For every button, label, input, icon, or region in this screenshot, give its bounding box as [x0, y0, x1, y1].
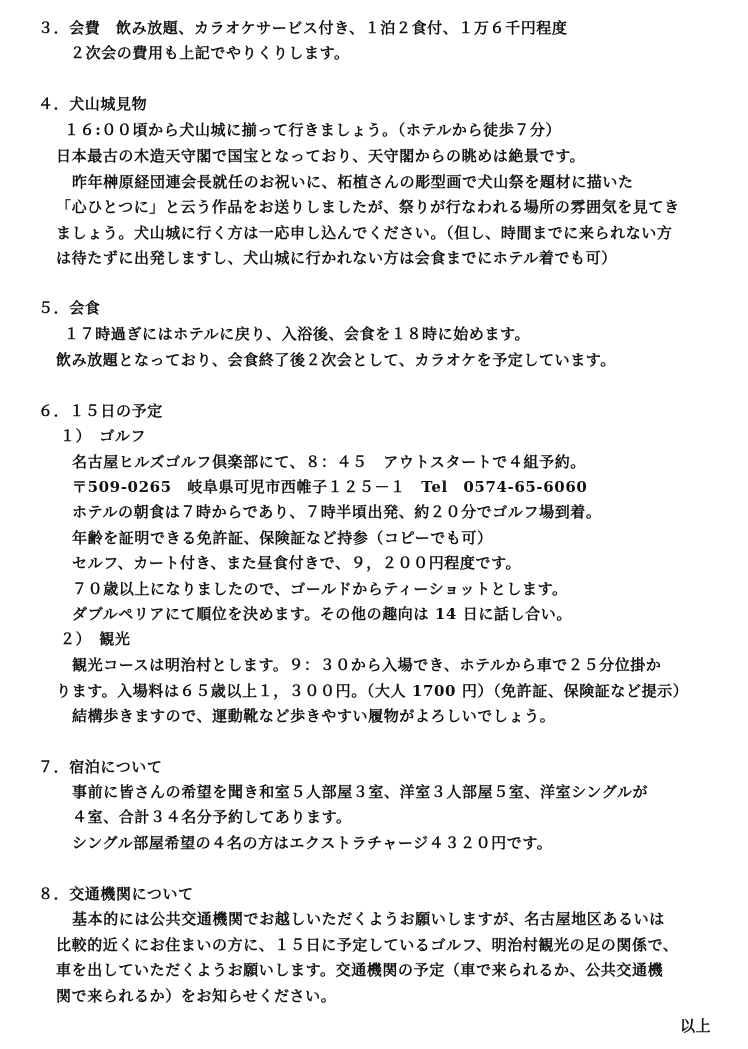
golf-line-6: ７０歳以上になりましたので、ゴールドからティーショットとします。 [72, 580, 568, 598]
tour-line-1: 観光コースは明治村とします。９：３０から入場でき、ホテルから車で２５分位掛か [72, 656, 662, 674]
golf-line-3: ホテルの朝食は７時からであり、７時半頃出発、約２０分でゴルフ場到着。 [72, 503, 602, 521]
section-8-line-4: 関で来られるか）をお知らせください。 [56, 987, 337, 1005]
golf-line-7: ダブルペリアにて順位を決めます。その他の趣向は 14 日に話し合い。 [72, 605, 572, 623]
section-5-title: ５．会食 [38, 299, 101, 317]
section-4-line-2: 日本最古の木造天守閣で国宝となっており、天守閣からの眺めは絶景です。 [56, 147, 586, 165]
golf-line-2: 〒509-0265 岐阜県可児市西帷子１２５－１ Tel 0574-65-6060 [72, 478, 588, 496]
section-7-line-1: 事前に皆さんの希望を聞き和室５人部屋３室、洋室３人部屋５室、洋室シングルが [72, 783, 649, 801]
golf-line-1: 名古屋ヒルズゴルフ倶楽部にて、８：４５ アウトスタートで４組予約。 [72, 453, 586, 471]
section-8-title: ８．交通機関について [38, 885, 194, 903]
section-4-line-1: １６:００頃から犬山城に揃って行きましょう。（ホテルから徒歩７分） [64, 121, 562, 139]
section-6-title: ６．１５日の予定 [38, 402, 163, 420]
section-7-line-3: シングル部屋希望の４名の方はエクストラチャージ４３２０円です。 [72, 834, 553, 852]
section-4-title: ４．犬山城見物 [38, 95, 148, 113]
section-5-line-2: 飲み放題となっており、会食終了後２次会として、カラオケを予定しています。 [56, 351, 616, 369]
closing-mark: 以上 [680, 1017, 712, 1035]
section-4-line-6: は待たずに出発しますし、犬山城に行かれない方は会食までにホテル着でも可） [56, 249, 617, 267]
section-8-line-3: 車を出していただくようお願いします。交通機関の予定（車で来られるか、公共交通機 [56, 961, 664, 979]
section-4-line-5: ましょう。犬山城に行く方は一応申し込んでください。（但し、時間までに来られない方 [56, 224, 673, 242]
section-3-line-1: ３．会費 飲み放題、カラオケサービス付き、１泊２食付、１万６千円程度 [38, 19, 568, 37]
golf-subtitle: １） ゴルフ [60, 427, 147, 445]
section-7-title: ７．宿泊について [38, 758, 163, 776]
section-8-line-2: 比較的近くにお住まいの方に、１５日に予定しているゴルフ、明治村観光の足の関係で、 [56, 936, 679, 954]
tour-line-3: 結構歩きますので、運動靴など歩きやすい履物がよろしいでしょう。 [72, 707, 556, 725]
golf-line-4: 年齢を証明できる免許証、保険証など持参（コピーでも可） [72, 529, 493, 547]
section-4-line-3: 昨年榊原経団連会長就任のお祝いに、柘植さんの彫型画で犬山祭を題材に描いた [72, 173, 634, 191]
tour-line-2: ります。入場料は６５歳以上１，３００円。（大人 1700 円）（免許証、保険証など提示） [56, 682, 689, 700]
section-8-line-1: 基本的には公共交通機関でお越しいただくようお願いしますが、名古屋地区あるいは [72, 910, 665, 928]
section-4-line-4: 「心ひとつに」と云う作品をお送りしましたが、祭りが行なわれる場所の雰囲気を見てき [56, 198, 680, 216]
section-7-line-2: ４室、合計３４名分予約してあります。 [72, 808, 352, 826]
section-5-line-1: １７時過ぎにはホテルに戻り、入浴後、会食を１８時に始めます。 [64, 325, 531, 343]
section-3-line-2: ２次会の費用も上記でやりくりします。 [70, 44, 350, 62]
tour-subtitle: ２） 観光 [60, 630, 131, 648]
golf-line-5: セルフ、カート付き、また昼食付きで、９，２００円程度です。 [72, 554, 522, 572]
